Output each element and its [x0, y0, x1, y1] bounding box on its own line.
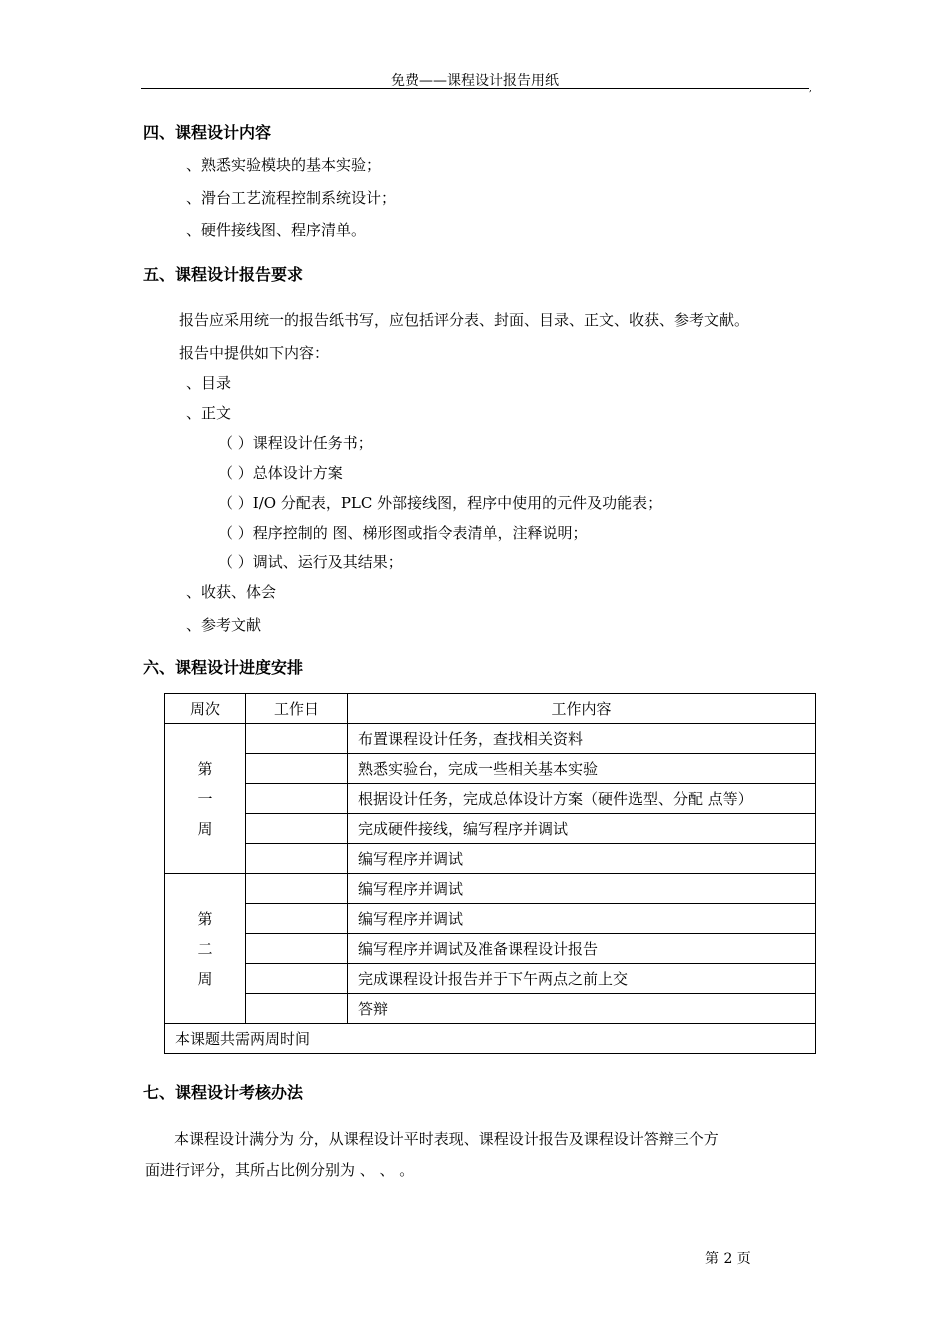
table-header-row: [165, 694, 816, 724]
work-content-cell: 完成硬件接线，编写程序并调试: [348, 814, 816, 844]
workday-cell: [246, 724, 348, 754]
week-1-label-line-1: 第: [197, 759, 213, 778]
header-divider: [141, 88, 809, 89]
section-5-subitem-2: （ ）总体设计方案: [218, 464, 343, 482]
section-4-heading: 四、课程设计内容: [143, 123, 272, 142]
table-row: [165, 904, 816, 934]
workday-cell: [246, 994, 348, 1024]
section-5-heading: 五、课程设计报告要求: [143, 265, 304, 284]
section-4-item-3: 、硬件接线图、程序清单。: [186, 221, 367, 239]
table-footer-note: 本课题共需两周时间: [165, 1024, 816, 1054]
table-row: [165, 964, 816, 994]
workday-cell: [246, 874, 348, 904]
table-row: [165, 814, 816, 844]
section-5-subitem-1: （ ）课程设计任务书；: [218, 434, 373, 452]
column-header-workday: 工作日: [246, 694, 348, 724]
section-5-paragraph-2: 报告中提供如下内容：: [179, 344, 330, 362]
work-content-cell: 布置课程设计任务，查找相关资料: [348, 724, 816, 754]
table-row: [165, 934, 816, 964]
work-content-cell: 熟悉实验台，完成一些相关基本实验: [348, 754, 816, 784]
workday-cell: [246, 904, 348, 934]
workday-cell: [246, 814, 348, 844]
work-content-cell: 答辩: [348, 994, 816, 1024]
section-7-heading: 七、课程设计考核办法: [143, 1083, 304, 1102]
section-5-subitem-4: （ ）程序控制的 图、梯形图或指令表清单，注释说明；: [218, 524, 588, 542]
workday-cell: [246, 754, 348, 784]
section-7-line-2: 面进行评分，其所占比例分别为 、 、 。: [145, 1161, 415, 1179]
section-5-item-toc: 、目录: [186, 374, 232, 392]
section-4-item-1: 、熟悉实验模块的基本实验；: [186, 156, 382, 174]
work-content-cell: 编写程序并调试: [348, 874, 816, 904]
workday-cell: [246, 934, 348, 964]
table-row: [165, 754, 816, 784]
workday-cell: [246, 964, 348, 994]
table-row: [165, 994, 816, 1024]
section-5-item-refs: 、参考文献: [186, 616, 262, 634]
section-5-subitem-3: （ ）I/O 分配表，PLC 外部接线图，程序中使用的元件及功能表；: [218, 494, 663, 512]
section-5-item-gain: 、收获、体会: [186, 583, 277, 601]
section-4-item-2: 、滑台工艺流程控制系统设计；: [186, 189, 397, 207]
week-2-label-line-3: 周: [197, 969, 213, 988]
table-footer-row: [165, 1024, 816, 1054]
work-content-cell: 根据设计任务，完成总体设计方案（硬件选型、分配 点等）: [348, 784, 816, 814]
column-header-week: 周次: [165, 694, 246, 724]
table-row: [165, 844, 816, 874]
workday-cell: [246, 844, 348, 874]
week-2-label: [165, 874, 246, 1024]
table-row: [165, 724, 816, 754]
week-2-label-line-2: 二: [197, 939, 213, 958]
table-row: [165, 874, 816, 904]
workday-cell: [246, 784, 348, 814]
work-content-cell: 编写程序并调试: [348, 844, 816, 874]
week-1-label: [165, 724, 246, 874]
week-2-label-line-1: 第: [197, 909, 213, 928]
work-content-cell: 编写程序并调试: [348, 904, 816, 934]
schedule-table: [164, 693, 816, 1054]
table-row: [165, 784, 816, 814]
section-5-item-body: 、正文: [186, 404, 232, 422]
section-7-line-1: 本课程设计满分为 分，从课程设计平时表现、课程设计报告及课程设计答辩三个方: [174, 1130, 719, 1148]
week-1-label-line-2: 一: [197, 789, 213, 808]
work-content-cell: 完成课程设计报告并于下午两点之前上交: [348, 964, 816, 994]
header-mark: ,: [809, 84, 812, 94]
section-5-subitem-5: （ ）调试、运行及其结果；: [218, 553, 403, 571]
page-number: 第 2 页: [705, 1251, 751, 1267]
page-header-title: 免费——课程设计报告用纸: [391, 73, 559, 89]
column-header-content: 工作内容: [348, 694, 816, 724]
week-1-label-line-3: 周: [197, 819, 213, 838]
section-5-paragraph-1: 报告应采用统一的报告纸书写，应包括评分表、封面、目录、正文、收获、参考文献。: [179, 311, 750, 329]
section-6-heading: 六、课程设计进度安排: [143, 658, 304, 677]
work-content-cell: 编写程序并调试及准备课程设计报告: [348, 934, 816, 964]
